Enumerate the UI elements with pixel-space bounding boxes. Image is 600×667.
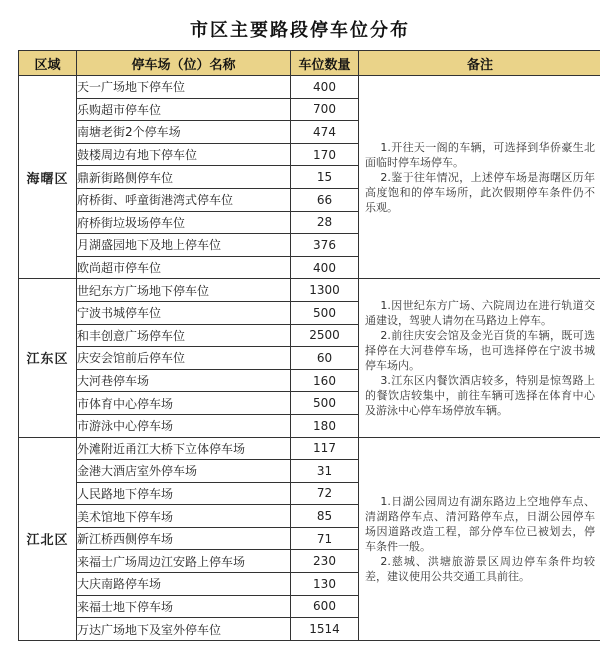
- space-count-cell: 400: [291, 256, 359, 279]
- lot-name-cell: 金港大酒店室外停车场: [77, 460, 291, 483]
- space-count-cell: 160: [291, 369, 359, 392]
- lot-name-cell: 市游泳中心停车场: [77, 414, 291, 437]
- note-paragraph: 2.前往庆安会馆及金光百货的车辆，既可选择停在大河巷停车场，也可选择停在宁波书城停车场内。: [365, 328, 595, 372]
- table-row: [19, 279, 600, 302]
- lot-name-cell: 来福士广场周边江安路上停车场: [77, 550, 291, 573]
- space-count-cell: 700: [291, 98, 359, 121]
- table-row: [19, 76, 600, 99]
- lot-name-cell: 府桥街垃圾场停车位: [77, 211, 291, 234]
- lot-name-cell: 外滩附近甬江大桥下立体停车场: [77, 437, 291, 460]
- lot-name-cell: 大庆南路停车场: [77, 573, 291, 596]
- district-cell: 海曙区: [19, 76, 77, 279]
- space-count-cell: 28: [291, 211, 359, 234]
- table-row: [19, 437, 600, 460]
- lot-name-cell: 乐购超市停车位: [77, 98, 291, 121]
- space-count-cell: 85: [291, 505, 359, 528]
- header-row: [19, 51, 600, 76]
- space-count-cell: 230: [291, 550, 359, 573]
- lot-name-cell: 鼎新街路侧停车位: [77, 166, 291, 189]
- space-count-cell: 474: [291, 121, 359, 144]
- note-paragraph: 1.开往天一阁的车辆，可选择到华侨豪生北面临时停车场停车。: [365, 140, 595, 169]
- space-count-cell: 2500: [291, 324, 359, 347]
- lot-name-cell: 宁波书城停车位: [77, 301, 291, 324]
- note-paragraph: 1.日湖公园周边有湖东路边上空地停车点、清湖路停车点、清河路停车点，日湖公园停车场因道路改造工程，部分停车位已被划去，停车条件一般。: [365, 494, 595, 553]
- space-count-cell: 71: [291, 527, 359, 550]
- space-count-cell: 376: [291, 234, 359, 257]
- lot-name-cell: 美术馆地下停车场: [77, 505, 291, 528]
- lot-name-cell: 和丰创意广场停车位: [77, 324, 291, 347]
- lot-name-cell: 府桥街、呼童街港湾式停车位: [77, 188, 291, 211]
- parking-table: [18, 50, 600, 641]
- lot-name-cell: 鼓楼周边有地下停车位: [77, 143, 291, 166]
- space-count-cell: 31: [291, 460, 359, 483]
- header-space-count: 车位数量: [291, 51, 359, 76]
- space-count-cell: 170: [291, 143, 359, 166]
- space-count-cell: 400: [291, 76, 359, 99]
- note-cell: [359, 76, 600, 279]
- space-count-cell: 15: [291, 166, 359, 189]
- lot-name-cell: 人民路地下停车场: [77, 482, 291, 505]
- note-paragraph: 1.因世纪东方广场、六院周边在进行轨道交通建设，驾驶人请勿在马路边上停车。: [365, 298, 595, 327]
- lot-name-cell: 市体育中心停车场: [77, 392, 291, 415]
- lot-name-cell: 欧尚超市停车位: [77, 256, 291, 279]
- lot-name-cell: 万达广场地下及室外停车位: [77, 618, 291, 641]
- note-paragraph: 2.慈城、洪塘旅游景区周边停车条件均较差，建议使用公共交通工具前往。: [365, 554, 595, 583]
- lot-name-cell: 来福士地下停车场: [77, 595, 291, 618]
- note-paragraph: 2.鉴于往年情况，上述停车场是海曙区历年高度饱和的停车场所，此次假期停车条件仍不乐观。: [365, 170, 595, 214]
- space-count-cell: 1514: [291, 618, 359, 641]
- note-paragraph: 3.江东区内餐饮酒店较多，特别是惊驾路上的餐饮店较集中，前往车辆可选择在体育中心及游泳中心停车场停放车辆。: [365, 373, 595, 417]
- header-lot-name: 停车场（位）名称: [77, 51, 291, 76]
- space-count-cell: 117: [291, 437, 359, 460]
- space-count-cell: 500: [291, 392, 359, 415]
- district-cell: 江北区: [19, 437, 77, 640]
- lot-name-cell: 天一广场地下停车位: [77, 76, 291, 99]
- space-count-cell: 66: [291, 188, 359, 211]
- table-body: [19, 76, 600, 641]
- lot-name-cell: 南塘老街2个停车场: [77, 121, 291, 144]
- space-count-cell: 60: [291, 347, 359, 370]
- district-cell: 江东区: [19, 279, 77, 437]
- lot-name-cell: 月湖盛园地下及地上停车位: [77, 234, 291, 257]
- space-count-cell: 180: [291, 414, 359, 437]
- lot-name-cell: 庆安会馆前后停车位: [77, 347, 291, 370]
- space-count-cell: 130: [291, 573, 359, 596]
- lot-name-cell: 世纪东方广场地下停车位: [77, 279, 291, 302]
- space-count-cell: 72: [291, 482, 359, 505]
- note-cell: [359, 437, 600, 640]
- space-count-cell: 500: [291, 301, 359, 324]
- note-cell: [359, 279, 600, 437]
- lot-name-cell: 大河巷停车场: [77, 369, 291, 392]
- lot-name-cell: 新江桥西侧停车场: [77, 527, 291, 550]
- header-district: 区域: [19, 51, 77, 76]
- space-count-cell: 600: [291, 595, 359, 618]
- page-title: 市区主要路段停车位分布: [190, 20, 410, 41]
- header-note: 备注: [359, 51, 600, 76]
- space-count-cell: 1300: [291, 279, 359, 302]
